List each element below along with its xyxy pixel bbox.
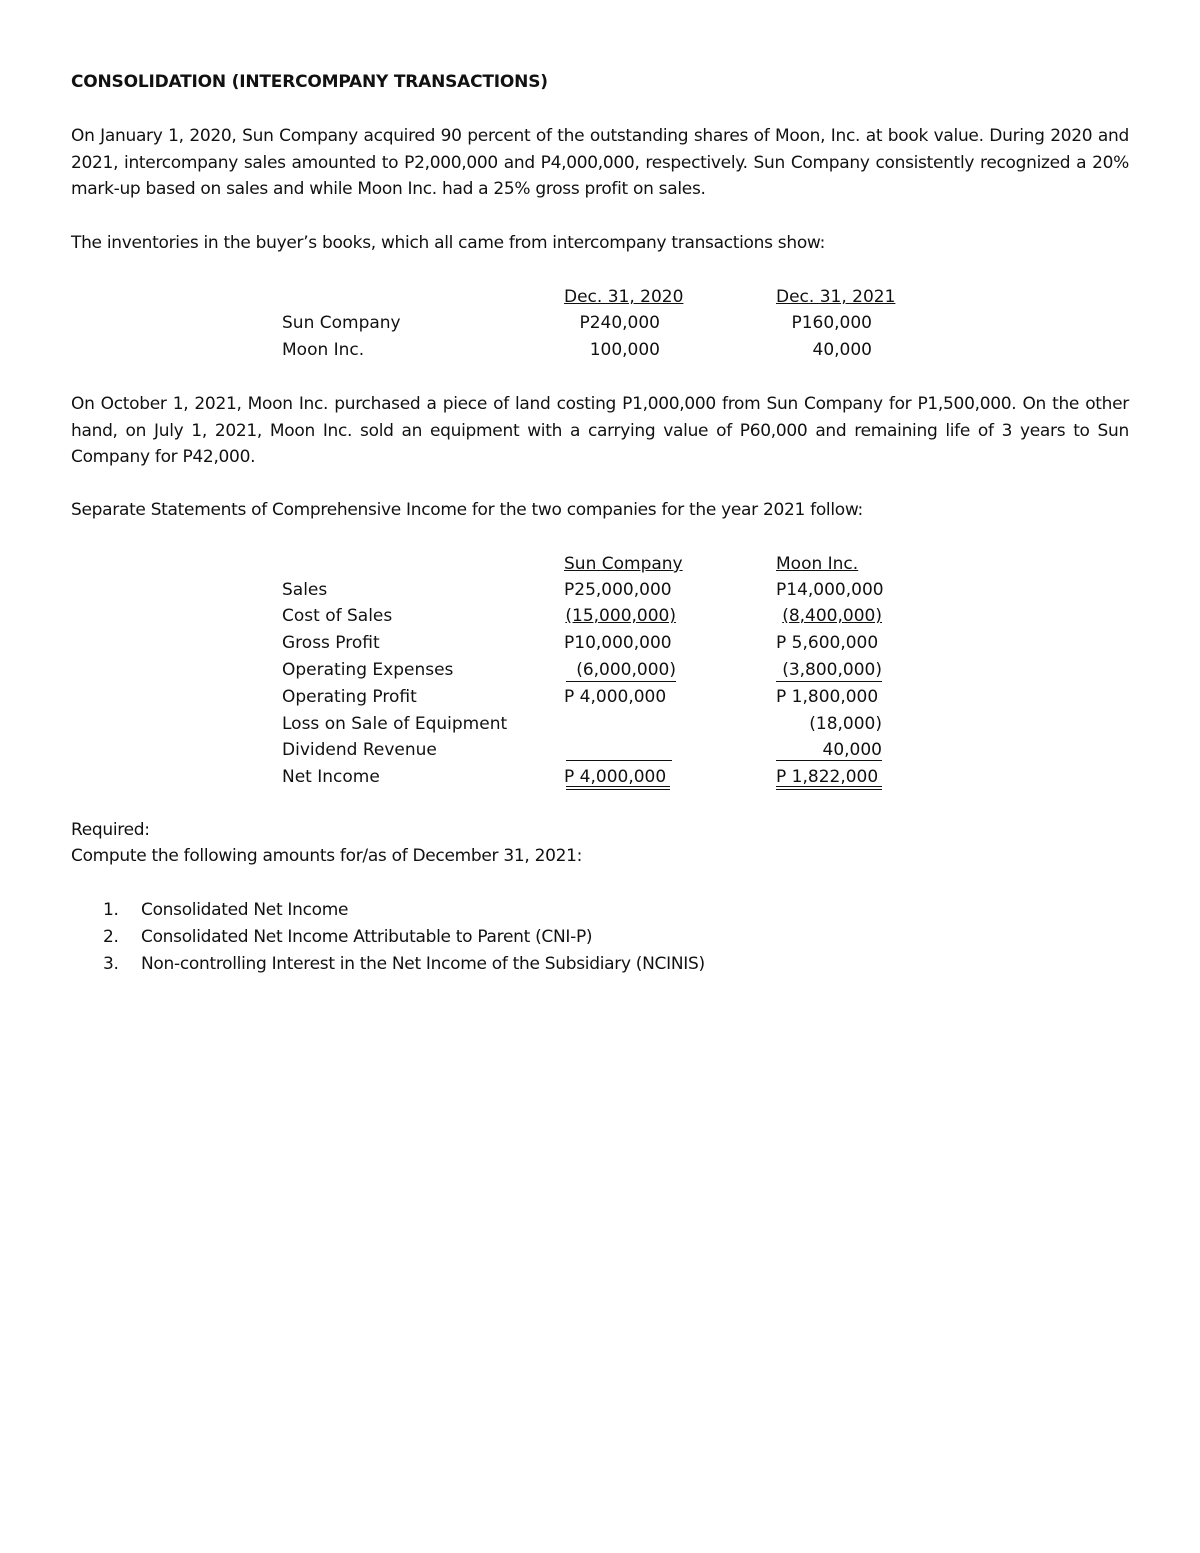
list-item-number: 2. (103, 927, 119, 947)
income-row-sun-value: (6,000,000) (576, 660, 676, 680)
income-row-moon-value: 40,000 (822, 740, 882, 760)
income-row-moon-value: P 1,800,000 (776, 687, 879, 707)
income-row-moon-value: P 5,600,000 (776, 633, 879, 653)
list-item-text: Consolidated Net Income Attributable to Parent (CNI-P) (141, 927, 593, 947)
income-row-label: Sales (282, 580, 328, 600)
required-heading: Required: (71, 820, 150, 840)
underline-rule (566, 760, 672, 761)
list-item-text: Consolidated Net Income (141, 900, 349, 920)
income-row-moon-value: (3,800,000) (782, 660, 882, 680)
income-row-moon-value: P14,000,000 (776, 580, 884, 600)
income-row-sun-value: P10,000,000 (564, 633, 672, 653)
document-title: CONSOLIDATION (INTERCOMPANY TRANSACTIONS) (71, 72, 548, 92)
inventory-row-value-2020: P240,000 (579, 313, 660, 333)
inventory-row-value-2021: P160,000 (791, 313, 872, 333)
inventory-row-value-2020: 100,000 (589, 340, 660, 360)
statements-intro-paragraph: Separate Statements of Comprehensive Income for the two companies for the year 2021 follow: (71, 500, 863, 520)
income-row-label: Net Income (282, 767, 380, 787)
inventory-intro-paragraph: The inventories in the buyer’s books, which all came from intercompany transactions show: (71, 233, 826, 253)
intro-paragraph: On January 1, 2020, Sun Company acquired 90 percent of the outstanding shares of Moon, Inc. at book value. During 2020 and 2021, intercompany sales amounted to P2,000,000 and P4,000,000, respectively. Sun Company consistently recognized a 20% mark-up based on sales and while Moon Inc. had a 25% gross profit on sales. (71, 126, 1129, 199)
inventory-row-value-2021: 40,000 (812, 340, 872, 360)
underline-rule (776, 786, 882, 787)
income-row-moon-value: P 1,822,000 (776, 767, 879, 787)
income-header-sun: Sun Company (564, 554, 683, 574)
income-row-label: Gross Profit (282, 633, 380, 653)
required-intro: Compute the following amounts for/as of December 31, 2021: (71, 846, 583, 866)
inventory-header-2020: Dec. 31, 2020 (564, 287, 684, 307)
income-row-sun-value: P 4,000,000 (564, 767, 667, 787)
underline-rule (566, 786, 670, 787)
income-row-label: Cost of Sales (282, 606, 393, 626)
income-row-label: Operating Expenses (282, 660, 454, 680)
underline-rule (566, 789, 670, 790)
income-row-label: Operating Profit (282, 687, 417, 707)
underline-rule (776, 789, 882, 790)
income-row-label: Loss on Sale of Equipment (282, 714, 508, 734)
inventory-row-label: Moon Inc. (282, 340, 365, 360)
income-row-sun-value: P 4,000,000 (564, 687, 667, 707)
list-item-number: 3. (103, 954, 119, 974)
list-item-text: Non-controlling Interest in the Net Income of the Subsidiary (NCINIS) (141, 954, 705, 974)
list-item-number: 1. (103, 900, 119, 920)
income-row-label: Dividend Revenue (282, 740, 437, 760)
income-row-moon-value: (8,400,000) (782, 606, 882, 626)
income-row-sun-value: P25,000,000 (564, 580, 672, 600)
income-row-moon-value: (18,000) (809, 714, 882, 734)
transactions-paragraph: On October 1, 2021, Moon Inc. purchased a piece of land costing P1,000,000 from Sun Company for P1,500,000. On the other hand, on July 1, 2021, Moon Inc. sold an equipment with a carrying value of P60,000 and remaining life of 3 years to Sun Company for P42,000. (71, 394, 1129, 467)
income-row-sun-value: (15,000,000) (565, 606, 676, 626)
inventory-header-2021: Dec. 31, 2021 (776, 287, 896, 307)
inventory-row-label: Sun Company (282, 313, 401, 333)
income-header-moon: Moon Inc. (776, 554, 859, 574)
